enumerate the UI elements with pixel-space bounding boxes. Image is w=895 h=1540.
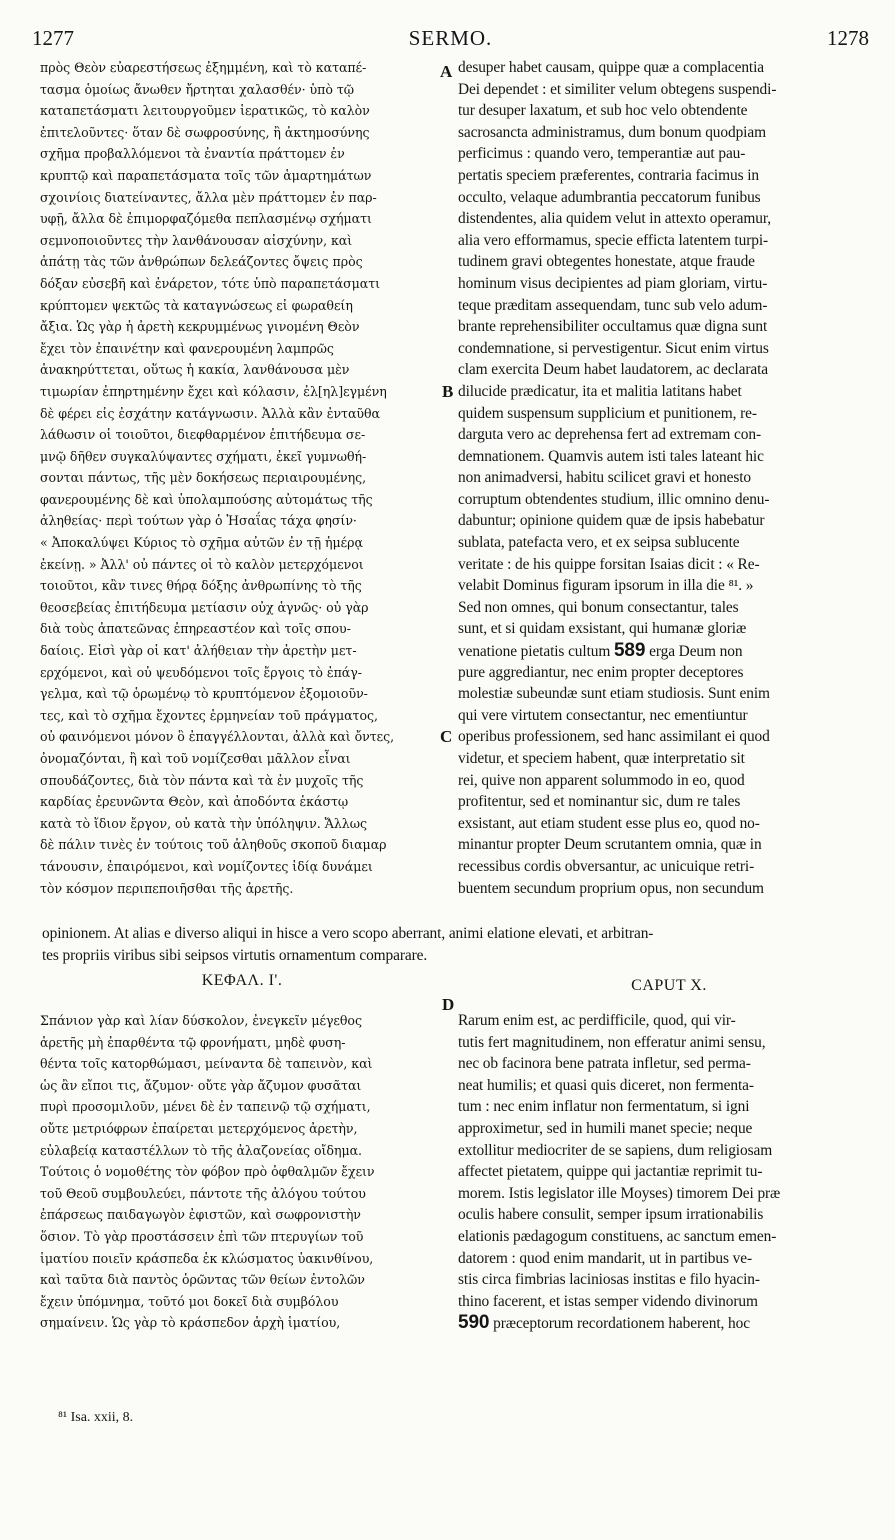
- text-line: veritate : de his quippe forsitan Isaias dicit : « Re-: [458, 555, 760, 573]
- text-line: διὰ τοὺς ἀπατεῶνας ἐπηρεαστέον καὶ τοῖς σπου-: [40, 621, 351, 637]
- column-number-589: 589: [613, 640, 646, 662]
- text-line: oculis habere consulit, semper ipsum irrationabilis: [458, 1206, 764, 1224]
- text-line: θέντα τοῖς κατορθώμασι, μείναντα δὲ ταπεινὸν, καὶ: [40, 1056, 373, 1072]
- text-line: Dei dependet : et similiter velum obtegens suspendi-: [458, 80, 777, 98]
- text-line: molestiæ subeundæ sunt etiam studiosis. Sunt enim: [458, 685, 770, 703]
- line-text: erga Deum non: [645, 643, 743, 661]
- text-line: datorem : quod enim mandarit, ut in partibus ve-: [458, 1249, 752, 1267]
- text-line: μνῷ δῆθεν συγκαλύψαντες σχήματι, ἐκεῖ γυμνωθή-: [40, 448, 367, 464]
- text-line: τες, καὶ τὸ σχῆμα ἔχοντες ἑρμηνείαν τοῦ πράγματος,: [40, 707, 378, 723]
- line-text: præceptorum recordationem haberent, hoc: [489, 1315, 750, 1333]
- text-line: υφῇ, ἄλλα δὲ ἐπιμορφαζόμεθα πεπλασμένῳ σχήματι: [40, 211, 372, 227]
- text-line: minantur propter Deum scrutantem omnia, quæ in: [458, 836, 762, 854]
- text-line: καρδίας ἐρευνῶντα Θεὸν, καὶ ἀποδόντα ἑκάστῳ: [40, 794, 349, 810]
- text-line: Σπάνιον γὰρ καὶ λίαν δύσκολον, ἐνεγκεῖν μέγεθος: [40, 1013, 362, 1028]
- text-line: elationis pædagogum constituens, ac sanctum emen-: [458, 1227, 777, 1245]
- text-line: κρύπτομεν ψεκτῶς τὰ καταγνώσεως εἰ φωραθείη: [40, 297, 353, 313]
- text-line: ἀπάτῃ τὰς τῶν ἀνθρώπων δελεάζοντες ὄψεις πρὸς: [40, 254, 363, 270]
- text-line: τοιοῦτοι, κἂν τινες θήρᾳ δόξης ἀνθρωπίνης τὸ τῆς: [40, 578, 362, 594]
- text-line: opinionem. At alias e diverso aliqui in hisce a vero scopo aberrant, animi elatione elevati, et arbitran-: [42, 925, 654, 942]
- text-line: τιμωρίαν ἐπηρτημένην ἔχει καὶ κόλασιν, ἐλ[ηλ]εγμένη: [40, 383, 387, 399]
- text-line: tudinem gravi obtegentes honestate, atque fraude: [458, 253, 755, 271]
- text-line: δόξαν εὐσεβῆ καὶ ἐνάρετον, τότε ὑπὸ παραπετάσματι: [40, 275, 381, 291]
- text-line: ἔχειν ὑπόμνημα, τοῦτό μοι δοκεῖ διὰ συμβόλου: [40, 1293, 339, 1309]
- text-line: εὐλαβείᾳ καταστέλλων τὸ τῆς ἀλαζονείας οἴδημα.: [40, 1142, 362, 1158]
- text-line: corruptum obtendentes studium, illic omnino denu-: [458, 490, 770, 508]
- text-line: κρυπτῷ καὶ παραπετάσματα τοῖς τῶν ἁμαρτημάτων: [40, 167, 372, 183]
- text-line: « Ἀποκαλύψει Κύριος τὸ σχῆμα αὐτῶν ἐν τῇ ἡμέρᾳ: [40, 535, 363, 551]
- text-line: δὲ φέρει εἰς ἐσχάτην κατάγνωσιν. Ἀλλὰ κἂν ἐνταῦθα: [40, 405, 381, 421]
- text-line: τασμα ὁμοίως ἄνωθεν ἤρτηται χαλασθέν· ὑπὸ τῷ: [40, 81, 354, 97]
- text-line: occulto, velaque adumbrantia peccatorum funibus: [458, 188, 761, 206]
- text-line: dabuntur; opinione quidem quæ de ipsis habebatur: [458, 512, 765, 530]
- text-line: οὔτε μετριόφρων ἐπαίρεται μετερχόμενος ἀρετὴν,: [40, 1120, 358, 1136]
- text-line: σχῆμα προβαλλόμενοι τὰ ἐναντία πράττομεν ἐν: [40, 146, 345, 162]
- text-line: [458, 1312, 880, 1334]
- text-line: ἱματίου ποιεῖν κράσπεδα ἐκ κλώσματος ὑακινθίνου,: [40, 1250, 374, 1266]
- text-line: δὲ πάλιν τινὲς ἐν τούτοις τοῦ ἀληθοῦς σκοποῦ διαμαρ: [40, 837, 387, 853]
- text-line: alia vero efformamus, specie efficta latentem turpi-: [458, 231, 769, 249]
- text-line: thino facerent, et istas semper videndo divinorum: [458, 1292, 758, 1310]
- text-line: σπουδάζοντες, διὰ τὸν πάντα καὶ τὰ ἐν μυχοῖς τῆς: [40, 772, 364, 788]
- text-line: approximetur, sed in humili manet specie; neque: [458, 1119, 753, 1137]
- text-line: ὀνομαζόνται, ἢ καὶ τοῦ νομίζεσθαι μᾶλλον εἶναι: [40, 751, 351, 766]
- text-line: ἀληθείας· περὶ τούτων γὰρ ὁ Ἡσαΐας τάχα φησίν·: [40, 513, 357, 529]
- text-line: καὶ ταῦτα διὰ παντὸς ὁρῶντας τῶν θείων ἐντολῶν: [40, 1272, 365, 1288]
- text-line: perficimus : quando vero, temperantiæ aut pau-: [458, 145, 746, 163]
- running-title: SERMO.: [408, 26, 493, 50]
- text-line: ἔχει τὸν ἐπαινέτην καὶ φανερουμένη λαμπρῶς: [40, 340, 334, 356]
- text-line: καταπετάσματι λειτουργοῦμεν ἱερατικῶς, τὸ καλὸν: [40, 103, 370, 119]
- text-line: οὐ φαινόμενοι μόνον ὃ ἐπαγγέλλονται, ἀλλὰ καὶ ὄντες,: [40, 729, 395, 745]
- text-line: ἐπάρσεως παιδαγωγὸν ἐφιστῶν, καὶ σωφρονιστὴν: [40, 1207, 361, 1223]
- text-line: sacrosancta administramus, dum bonum quodpiam: [458, 123, 766, 141]
- text-line: teque præditam assequendam, tunc sub velo adum-: [458, 296, 768, 314]
- line-text: venatione pietatis cultum: [458, 643, 614, 661]
- text-line: pertatis speciem præferentes, contraria facimus in: [458, 166, 759, 184]
- text-line: φανερουμένης δὲ καὶ ὑπολαμπούσης αὐτομάτως τῆς: [40, 491, 373, 507]
- text-line: ἐκείνῃ. » Ἀλλ' οὐ πάντες οἱ τὸ καλὸν μετερχόμενοι: [40, 556, 364, 572]
- page-number-right: 1278: [827, 26, 869, 50]
- greek-column-top: [40, 57, 440, 899]
- text-line: morem. Istis legislator ille Moyses) timorem Dei præ: [458, 1184, 781, 1202]
- text-line: σεμνοποιοῦντες τὴν λανθάνουσαν αἰσχύνην, καὶ: [40, 232, 353, 248]
- text-line: qui vere virtutem consectantur, nec ementiuntur: [458, 706, 748, 724]
- text-line: πυρὶ προσομιλοῦν, μένει δὲ ἐν ταπεινῷ τῷ σχήματι,: [40, 1099, 371, 1115]
- text-line: πρὸς Θεὸν εὐαρεστήσεως ἐξημμένη, καὶ τὸ καταπέ-: [40, 60, 367, 75]
- text-line: ερχόμενοι, καὶ οὐ ψευδόμενοι τοῖς ἔργοις τὸ ἐπάγ-: [40, 664, 362, 680]
- text-line: profitentur, sed et nominantur sic, dum re tales: [458, 793, 741, 811]
- kefalaion-heading: ΚΕΦΑΛ. Ι'.: [201, 972, 283, 989]
- text-line: extollitur mediocriter de se sapiens, dum religiosam: [458, 1141, 773, 1159]
- text-line: operibus professionem, sed hanc assimilant ei quod: [458, 728, 770, 746]
- text-line: clam exercita Deum habet laudatorem, ac declarata: [458, 361, 768, 379]
- text-line: velabit Dominus figuram ipsorum in illa die ⁸¹. »: [458, 577, 754, 595]
- text-line: σονται πάντως, τῆς μὲν δοκήσεως περιαιρουμένης,: [40, 470, 367, 486]
- text-line: tes propriis viribus sibi seipsos virtutis ornamentum comparare.: [42, 946, 428, 964]
- text-line: κατὰ τὸ ἴδιον ἔργον, οὐ κατὰ τὴν ὑπόληψιν. Ἄλλως: [40, 815, 367, 831]
- text-line: Rarum enim est, ac perdifficile, quod, qui vir-: [458, 1012, 736, 1029]
- text-line: rei, quive non apparent solummodo in eo, quod: [458, 771, 745, 789]
- text-line: sublata, patefacta vero, et ex seipsa sublucente: [458, 534, 740, 552]
- latin-full-width-continuation: [42, 923, 882, 966]
- text-line: sunt, et si quidam exsistant, qui humanæ gloriæ: [458, 620, 747, 638]
- text-line: non animadversi, habitu scilicet gravi et honesto: [458, 469, 752, 487]
- text-line: condemnatione, si pervestigentur. Sicut enim virtus: [458, 339, 769, 357]
- text-line: δαίοις. Εἰσὶ γὰρ οἱ κατ' ἀλήθειαν τὴν ἀρετὴν μετ-: [40, 643, 357, 659]
- greek-column-bottom: [40, 1010, 444, 1334]
- section-marker-c: C: [440, 727, 453, 746]
- text-line: videtur, et speciem habent, quæ interpretatio sit: [458, 750, 745, 767]
- text-line: tum : nec enim inflatur non fermentatum, si igni: [458, 1098, 750, 1116]
- text-line: Sed non omnes, qui bonum consectantur, tales: [458, 598, 739, 616]
- text-line: nec ob facinora bene patrata infletur, sed perma-: [458, 1055, 751, 1073]
- text-line: hominum visus decipientes ad piam gloriam, virtu-: [458, 274, 768, 292]
- text-line: τὸν κόσμον περιπεποιῆσθαι τῆς ἀρετῆς.: [40, 880, 294, 896]
- text-line: desuper habet causam, quippe quæ a complacentia: [458, 59, 764, 76]
- page-header: [32, 26, 869, 56]
- text-line: λάθωσιν οἱ τοιοῦτοι, διεφθαρμένον ἐπιτήδευμα σε-: [40, 427, 366, 443]
- text-line: brante reprehensibiliter occultamus quæ digna sunt: [458, 318, 768, 336]
- text-line: τοῦ Θεοῦ συμβουλεύει, πάντοτε τῆς ἀλόγου τούτου: [40, 1185, 366, 1201]
- text-line: recessibus cordis obversantur, ac unicuique retri-: [458, 857, 755, 875]
- text-line: ὡς ἂν εἴποι τις, ἄζυμον· οὔτε γὰρ ἄζυμον φυσᾶται: [40, 1077, 362, 1093]
- text-line: pure aggrediantur, nec enim propter deceptores: [458, 663, 744, 681]
- page-number-left: 1277: [32, 26, 74, 50]
- footnote: ⁸¹ Isa. xxii, 8.: [58, 1410, 134, 1425]
- section-marker-b: B: [442, 382, 454, 401]
- text-line: exsistant, aut etiam student esse plus eo, quod no-: [458, 814, 760, 832]
- text-line: affectet pietatem, quippe qui jactantiæ reprimit tu-: [458, 1163, 763, 1181]
- column-number-590: 590: [458, 1312, 490, 1334]
- text-line: [458, 640, 880, 662]
- latin-column-top: [458, 57, 880, 899]
- text-line: neat humilis; et quasi quis diceret, non fermenta-: [458, 1076, 754, 1094]
- text-line: Τούτοις ὁ νομοθέτης τὸν φόβον πρὸ ὀφθαλμῶν ἔχειν: [40, 1164, 375, 1180]
- text-line: distendentes, alia quidem velut in attexto operamur,: [458, 210, 772, 228]
- text-line: ὅσιον. Τὸ γὰρ προστάσσειν ἐπὶ τῶν πτερυγίων τοῦ: [40, 1228, 364, 1244]
- text-line: tutis fert magnitudinem, non efferatur animi sensu,: [458, 1033, 766, 1051]
- text-line: buentem secundum proprium opus, non secundum: [458, 879, 764, 897]
- text-line: darguta vero ac deprehensa fert ad extremam con-: [458, 426, 761, 444]
- text-line: γελμα, καὶ τῷ ὁρωμένῳ τὸ κρυπτόμενον ἐξομοιοῦν-: [40, 686, 368, 702]
- section-marker-a: A: [440, 62, 453, 81]
- text-line: demnationem. Quamvis autem isti tales lateant hic: [458, 447, 764, 465]
- text-line: τάνουσιν, ἐπαιρόμενοι, καὶ νομίζοντες ἰδίᾳ δυνάμει: [40, 858, 373, 874]
- latin-column-bottom: [458, 1010, 880, 1334]
- text-line: tur desuper laxatum, et sub hoc velo obtendente: [458, 102, 748, 120]
- section-marker-d: D: [442, 995, 455, 1014]
- text-line: σχοινίοις διατείναντες, ἄλλα μὲν πράττομεν ἐν παρ-: [40, 189, 377, 205]
- text-line: stis circa fimbrias laciniosas institas e filo hyacin-: [458, 1271, 760, 1289]
- text-line: quidem suspensum supplicium et punitionem, re-: [458, 404, 757, 422]
- text-line: ἀνακηρύττεται, οὕτως ἡ κακία, λανθάνουσα μὲν: [40, 362, 350, 378]
- text-line: ἄξια. Ὡς γὰρ ἡ ἀρετὴ κεκρυμμένως γινομένη Θεὸν: [40, 319, 360, 335]
- text-line: σημαίνειν. Ὡς γὰρ τὸ κράσπεδον ἀρχὴ ἱματίου,: [40, 1315, 341, 1331]
- text-line: ἐπιτελοῦντες· ὅταν δὲ σωφροσύνης, ἢ ἀκτημοσύνης: [40, 124, 370, 140]
- caput-heading: CAPUT X.: [631, 977, 707, 994]
- text-line: ἀρετῆς μὴ ἐπαρθέντα τῷ φρονήματι, μηδὲ φυση-: [40, 1034, 346, 1050]
- text-line: θεοσεβείας ἐπιτήδευμα μετίασιν οὐχ ἁγνῶς· οὐ γὰρ: [40, 599, 369, 615]
- text-line: dilucide prædicatur, ita et malitia latitans habet: [458, 382, 742, 400]
